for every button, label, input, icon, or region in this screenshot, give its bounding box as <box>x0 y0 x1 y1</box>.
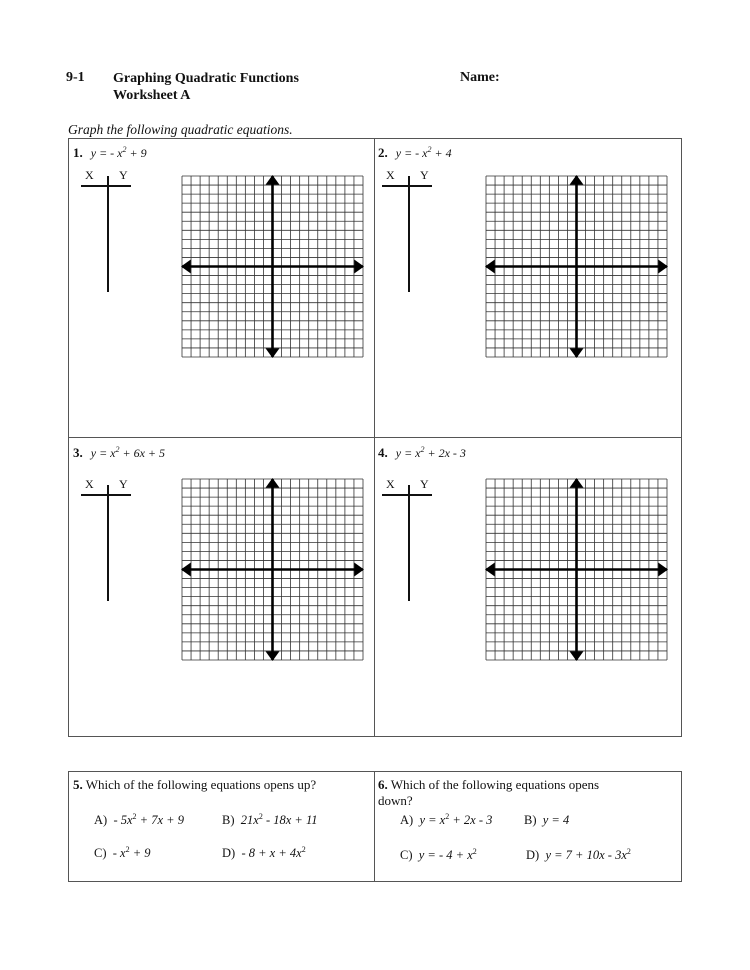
table-hline <box>81 494 131 496</box>
title-line-1: Graphing Quadratic Functions <box>113 71 299 86</box>
table-hline <box>382 494 432 496</box>
question-5 <box>73 777 369 793</box>
problem-1-label <box>73 145 147 161</box>
mc-divider <box>374 771 375 882</box>
table-vline <box>408 485 410 601</box>
arrow-left-icon <box>181 563 191 577</box>
arrow-left-icon <box>485 563 495 577</box>
problem-3-label <box>73 445 165 461</box>
xy-table[interactable] <box>378 477 438 607</box>
y-header: Y <box>420 477 429 491</box>
coordinate-grid[interactable] <box>484 477 669 662</box>
problem-equation: $y = x^2 + 6x + 5$ <box>90 445 166 460</box>
problem-number: 4. <box>378 445 388 460</box>
worksheet-number: 9-1 <box>66 70 85 85</box>
problem-number: 3. <box>73 445 83 460</box>
q5-option-d[interactable]: $D) - 8 + x + 4x^2$ <box>222 845 306 861</box>
question-number: 5. <box>73 777 83 792</box>
title-line-2: Worksheet A <box>113 88 191 103</box>
problem-equation: $y = x^2 + 2x - 3$ <box>395 445 466 460</box>
x-header: X <box>85 168 94 182</box>
table-vline <box>107 176 109 292</box>
graphing-divider-horizontal <box>68 437 682 438</box>
q6-option-c[interactable]: C) y = - $4 + x^2$ <box>400 847 477 863</box>
xy-table[interactable] <box>77 168 137 298</box>
question-6 <box>378 777 678 809</box>
q5-option-b[interactable]: B) $21x^2 - 18x + 11$ <box>222 812 318 828</box>
arrow-down-icon <box>266 651 280 661</box>
question-text-line-2: down? <box>378 793 413 808</box>
x-header: X <box>85 477 94 491</box>
question-text: Which of the following equations opens up? <box>85 777 317 792</box>
question-number: 6. <box>378 777 388 792</box>
arrow-right-icon <box>658 260 668 274</box>
problem-4-label <box>378 445 466 461</box>
arrow-right-icon <box>354 260 364 274</box>
xy-table[interactable] <box>77 477 137 607</box>
q6-option-a[interactable]: A) $y = x^2 + 2x - 3$ <box>400 812 493 828</box>
arrow-left-icon <box>485 260 495 274</box>
y-header: Y <box>119 477 128 491</box>
instructions: Graph the following quadratic equations. <box>68 122 293 137</box>
worksheet-title <box>113 70 299 104</box>
arrow-right-icon <box>354 563 364 577</box>
xy-table[interactable] <box>378 168 438 298</box>
table-vline <box>107 485 109 601</box>
table-vline <box>408 176 410 292</box>
problem-equation: y = - $x^2 + 4$ <box>395 145 452 160</box>
table-hline <box>382 185 432 187</box>
problem-number: 2. <box>378 145 388 160</box>
problem-number: 1. <box>73 145 83 160</box>
q6-option-d[interactable]: D) $y = 7 + 10x - 3x^2$ <box>526 847 631 863</box>
problem-2-label <box>378 145 452 161</box>
coordinate-grid[interactable] <box>180 477 365 662</box>
name-label: Name: <box>460 70 500 85</box>
y-header: Y <box>420 168 429 182</box>
y-header: Y <box>119 168 128 182</box>
problem-equation: y = - $x^2 + 9$ <box>90 145 147 160</box>
coordinate-grid[interactable] <box>180 174 365 359</box>
x-header: X <box>386 477 395 491</box>
q5-option-c[interactable]: $C) - x^2 + 9$ <box>94 845 151 861</box>
arrow-down-icon <box>266 348 280 358</box>
question-text-line-1: Which of the following equations opens <box>390 777 600 792</box>
x-header: X <box>386 168 395 182</box>
arrow-left-icon <box>181 260 191 274</box>
arrow-down-icon <box>570 651 584 661</box>
arrow-down-icon <box>570 348 584 358</box>
coordinate-grid[interactable] <box>484 174 669 359</box>
arrow-up-icon <box>570 478 584 488</box>
q5-option-a[interactable]: $A) - 5x^2 + 7x + 9$ <box>94 812 184 828</box>
table-hline <box>81 185 131 187</box>
q6-option-b[interactable]: B) y = 4 <box>524 813 570 828</box>
arrow-right-icon <box>658 563 668 577</box>
arrow-up-icon <box>266 175 280 185</box>
arrow-up-icon <box>266 478 280 488</box>
arrow-up-icon <box>570 175 584 185</box>
